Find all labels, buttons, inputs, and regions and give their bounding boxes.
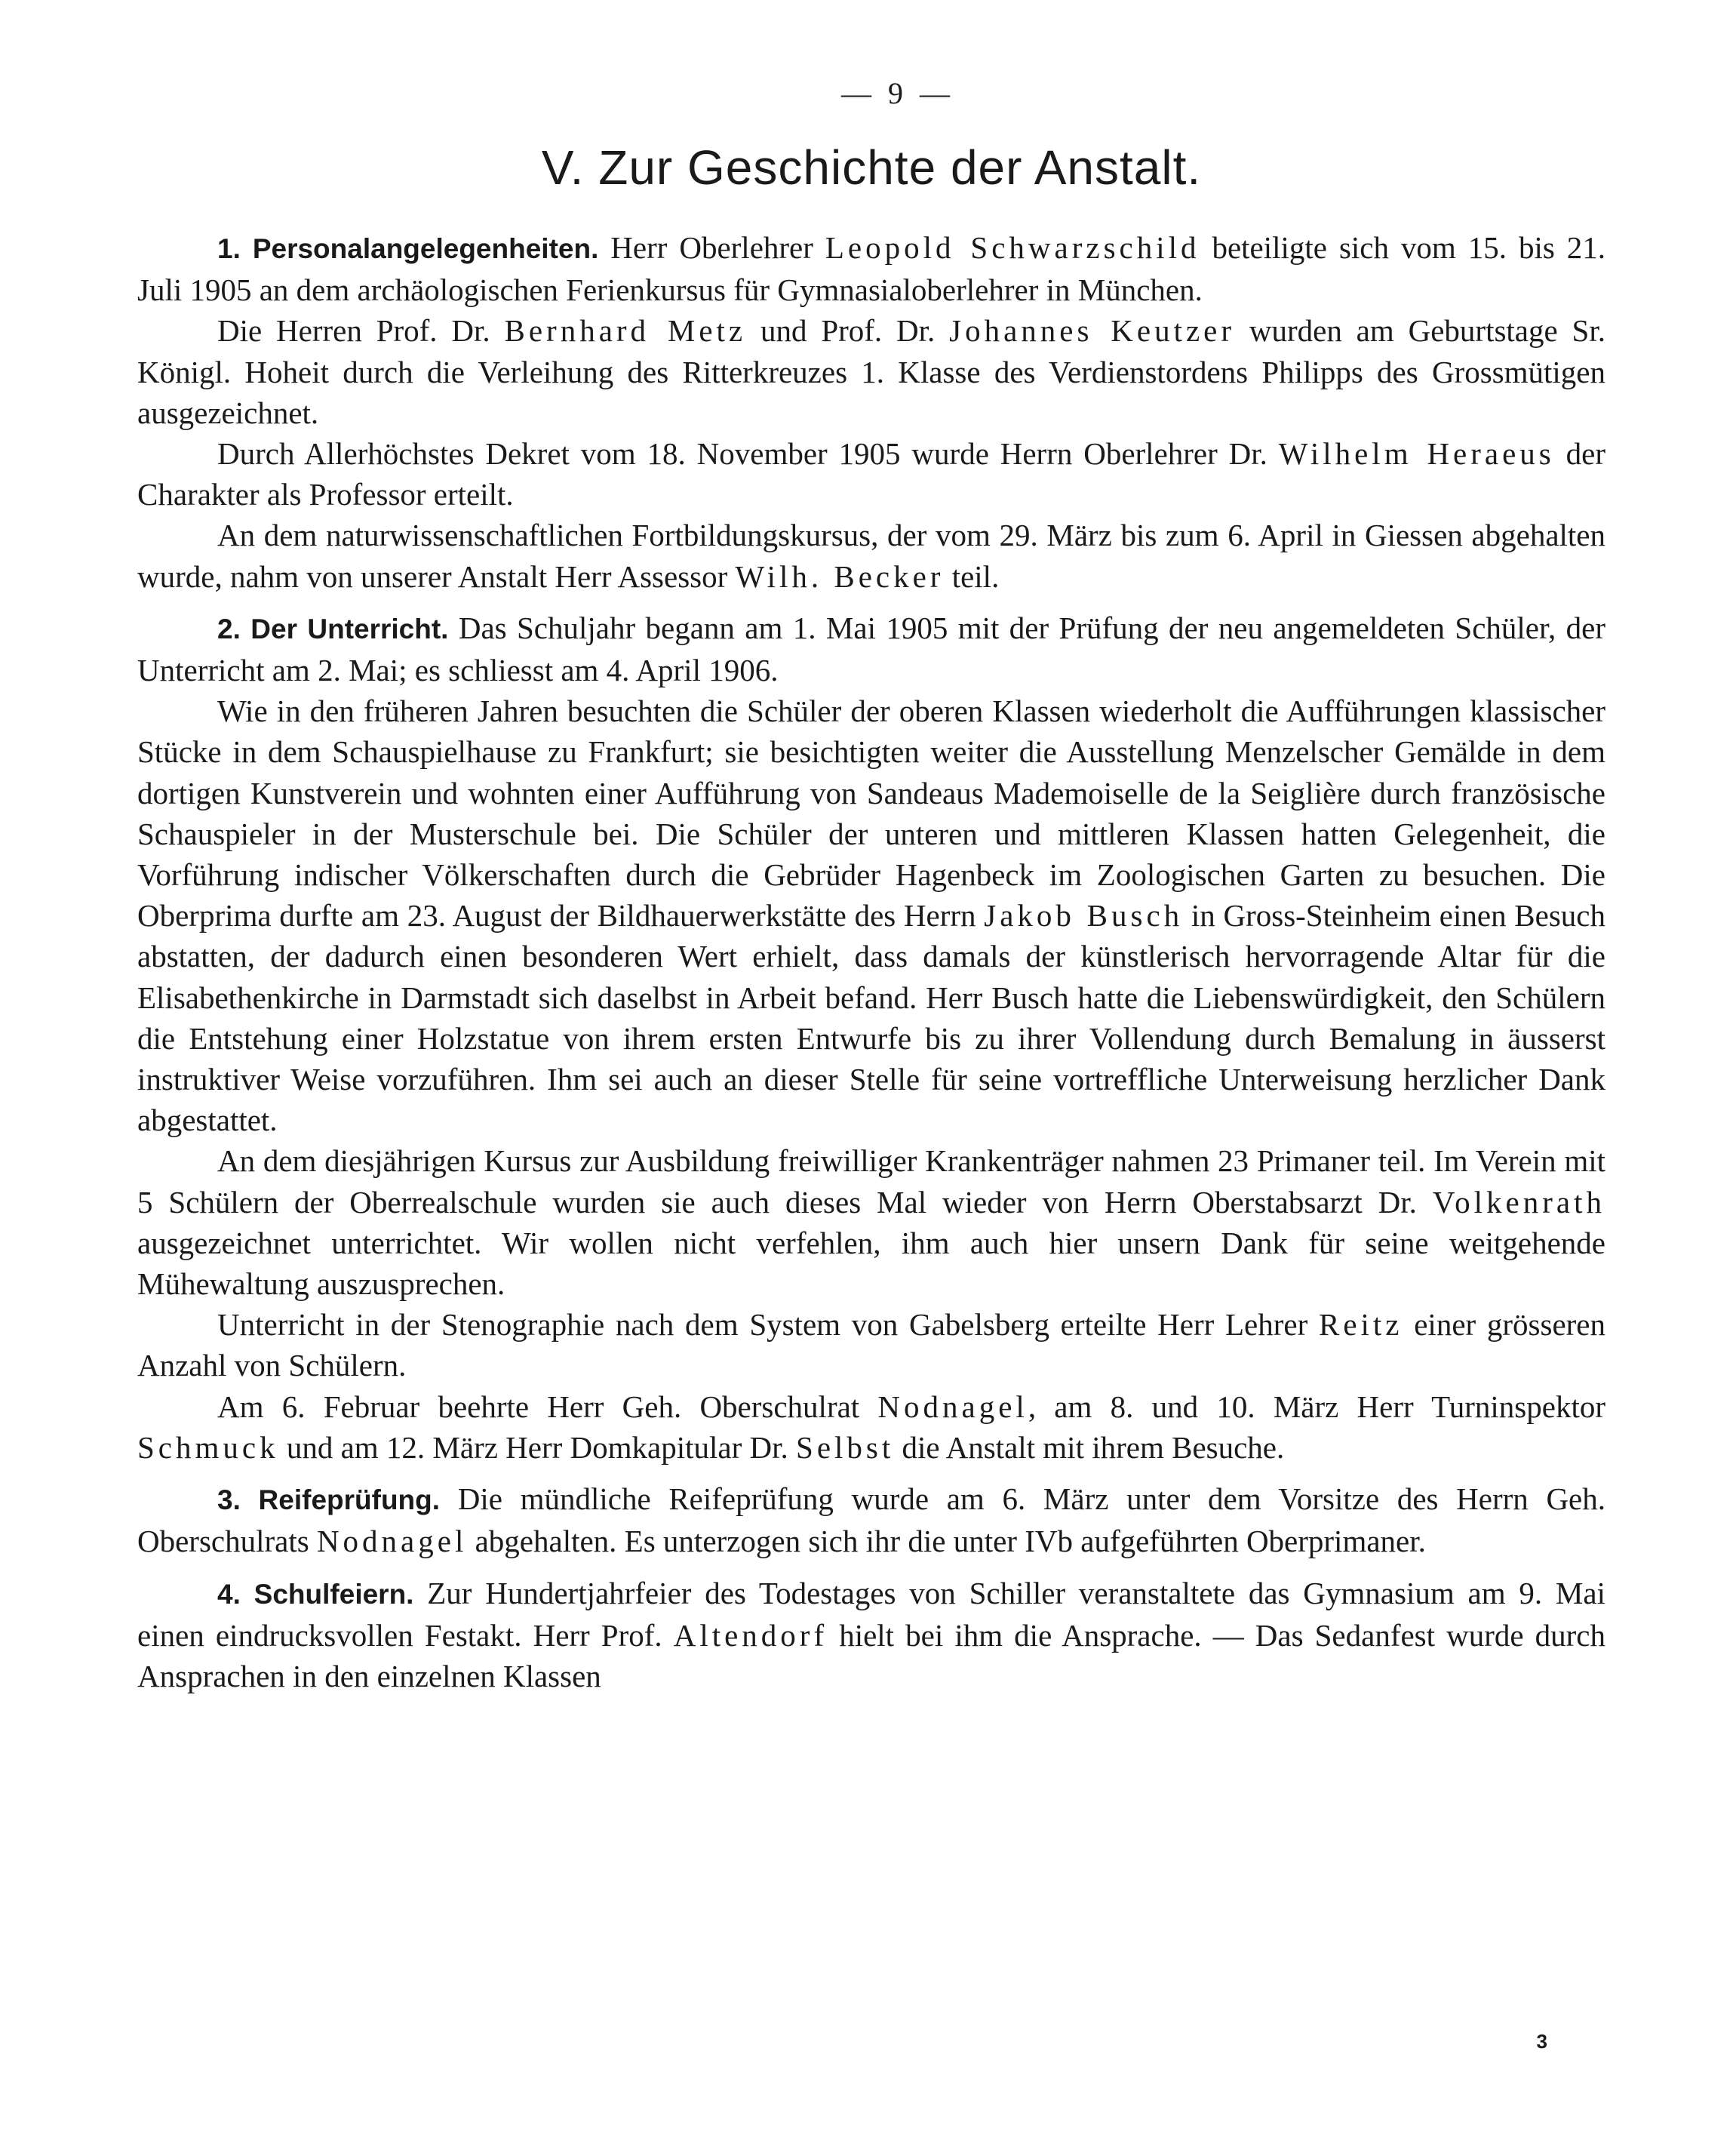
- text-span: Unterricht in der Stenographie nach dem System von Gabelsberg erteilte Herr Lehrer: [217, 1307, 1319, 1343]
- text-span: und Prof. Dr.: [746, 313, 950, 349]
- chapter-title: V. Zur Geschichte der Anstalt.: [541, 140, 1202, 195]
- text-span: wurden am Geburtstage Sr. Königl. Hoheit durch die Verleihung des Ritterkreuzes 1. Klasse des Verdienstordens Philipps des Grossmütigen ausgezeichnet.: [137, 313, 1605, 430]
- person-name: Selbst: [796, 1429, 895, 1465]
- section-2-paragraph-3: [137, 1140, 1605, 1304]
- section-1-paragraph-3: [137, 433, 1605, 515]
- text-span: Zur Hundertjahrfeier des Todestages von Schiller veranstaltete das Gymnasium am 9. Mai einen eindrucksvollen Festakt. Herr Prof.: [137, 1575, 1605, 1653]
- text-span: und am 12. März Herr Domkapitular Dr.: [278, 1429, 797, 1465]
- section-4-paragraph-1: [137, 1573, 1605, 1697]
- text-span: der Charakter als Professor erteilt.: [137, 436, 1605, 512]
- section-2-paragraph-4: [137, 1304, 1605, 1386]
- person-name: Schmuck: [137, 1429, 279, 1465]
- section-2-paragraph-2: [137, 691, 1605, 1140]
- person-name: Altendorf: [673, 1617, 828, 1653]
- person-name: Wilh. Becker: [735, 558, 945, 594]
- text-span: abgehalten. Es unterzogen sich ihr die unter IVb aufgeführten Oberprimaner.: [467, 1524, 1426, 1559]
- section-1-paragraph-2: [137, 310, 1605, 433]
- text-span: Herr Oberlehrer: [598, 230, 825, 265]
- section-heading-reifepruefung: 3. Reifeprüfung.: [217, 1484, 441, 1516]
- text-span: An dem diesjährigen Kursus zur Ausbildung freiwilliger Krankenträger nahmen 23 Primaner teil. Im Verein mit 5 Schülern der Oberrealschule wurden sie auch dieses Mal wieder von Herrn Oberstabsarzt Dr.: [137, 1143, 1605, 1220]
- section-heading-personal: 1. Personalangelegenheiten.: [217, 233, 599, 264]
- section-3-paragraph-1: [137, 1478, 1605, 1561]
- person-name: Nodnagel: [877, 1389, 1028, 1424]
- text-span: Das Schuljahr begann am 1. Mai 1905 mit der Prüfung der neu angemeldeten Schüler, der Unterricht am 2. Mai; es schliesst am 4. April 1906.: [137, 610, 1605, 688]
- section-heading-schulfeiern: 4. Schulfeiern.: [217, 1578, 414, 1610]
- text-span: in Gross-Steinheim einen Besuch abstatten, der dadurch einen besonderen Wert erhielt, dass damals der künstlerisch hervorragende Altar für die Elisabethenkirche in Darmstadt sich daselbst in Arbeit befand. Herr Busch hatte die Liebenswürdigkeit, den Schülern die Entstehung einer Holzstatue von ihrem ersten Entwurfe bis zu ihrer Vollendung durch Bemalung in äusserst instruktiver Weise vorzuführen. Ihm sei auch an dieser Stelle für seine vortreffliche Unterweisung herzlicher Dank abgestattet.: [137, 898, 1605, 1138]
- section-heading-unterricht: 2. Der Unterricht.: [217, 613, 449, 644]
- section-2-paragraph-5: [137, 1386, 1605, 1468]
- section-1-paragraph-4: [137, 515, 1605, 596]
- text-span: einer grösseren Anzahl von Schülern.: [137, 1307, 1605, 1383]
- person-name: Nodnagel: [316, 1524, 468, 1559]
- text-span: teil.: [944, 558, 1000, 594]
- person-name: Bernhard Metz: [504, 313, 747, 349]
- page-number: — 9 —: [841, 76, 954, 110]
- person-name: Jakob Busch: [984, 898, 1184, 934]
- text-span: hielt bei ihm die Ansprache. — Das Sedanfest wurde durch Ansprachen in den einzelnen Klassen: [137, 1617, 1605, 1693]
- text-span: Durch Allerhöchstes Dekret vom 18. November 1905 wurde Herrn Oberlehrer Dr.: [217, 436, 1279, 472]
- text-span: Am 6. Februar beehrte Herr Geh. Oberschulrat: [217, 1389, 878, 1424]
- text-span: Die Herren Prof. Dr.: [217, 313, 505, 349]
- text-span: beteiligte sich vom 15. bis 21. Juli 1905 an dem archäologischen Ferienkursus für Gymnasialoberlehrer in München.: [137, 230, 1605, 308]
- person-name: Volkenrath: [1432, 1184, 1605, 1220]
- person-name: Johannes Keutzer: [949, 313, 1236, 349]
- text-span: Wie in den früheren Jahren besuchten die Schüler der oberen Klassen wiederholt die Aufführungen klassischer Stücke in dem Schauspielhause zu Frankfurt; sie besichtigten weiter die Ausstellung Menzelscher Gemälde in dem dortigen Kunstverein und wohnten einer Aufführung von Sandeaus Mademoiselle de la Seiglière durch französische Schauspieler in der Musterschule bei. Die Schüler der unteren und mittleren Klassen hatten Gelegenheit, die Vorführung indischer Völkerschaften durch die Gebrüder Hagenbeck im Zoologischen Garten zu besuchen. Die Oberprima durfte am 23. August der Bildhauerwerkstätte des Herrn: [137, 694, 1605, 934]
- text-span: ausgezeichnet unterrichtet. Wir wollen nicht verfehlen, ihm auch hier unsern Dank für seine weitgehende Mühewaltung auszusprechen.: [137, 1225, 1605, 1302]
- text-span: , am 8. und 10. März Herr Turninspektor: [1028, 1389, 1605, 1424]
- text-span: Die mündliche Reifeprüfung wurde am 6. März unter dem Vorsitze des Herrn Geh. Oberschulrats: [137, 1481, 1605, 1559]
- document-page: [137, 75, 1605, 1696]
- text-span: An dem naturwissenschaftlichen Fortbildungskursus, der vom 29. März bis zum 6. April in Giessen abgehalten wurde, nahm von unserer Anstalt Herr Assessor: [137, 518, 1605, 594]
- section-1-paragraph-1: [137, 227, 1605, 310]
- person-name: Leopold Schwarzschild: [825, 230, 1200, 265]
- person-name: Wilhelm Heraeus: [1278, 436, 1555, 472]
- section-2-paragraph-1: [137, 607, 1605, 691]
- sheet-signature-number: 3: [1536, 2030, 1547, 2053]
- person-name: Reitz: [1318, 1307, 1403, 1343]
- text-span: die Anstalt mit ihrem Besuche.: [894, 1429, 1285, 1465]
